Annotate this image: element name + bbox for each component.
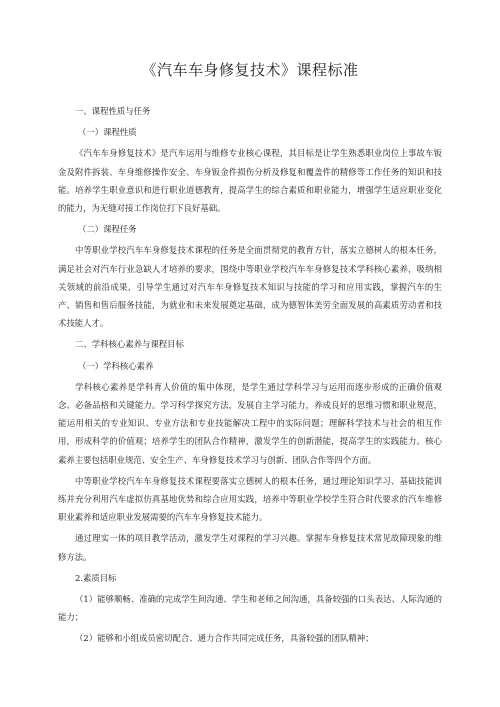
paragraph-course-nature: 《汽车车身修复技术》是汽车运用与维修专业核心课程，其目标是让学生熟悉职业岗位上事故车钣金及附件拆装、车身维修操作安全、车身钣金件损伤分析及修复和覆盖件的精修等工作任务的知识和技能。培养学生职业意识和进行职业道德教育，提高学生的综合素质和职业能力，增强学生适应职业变化的能力，为无缝对接工作岗位打下良好基础。 xyxy=(58,148,442,214)
paragraph-project-teaching: 通过理实一体的项目教学活动，激发学生对课程的学习兴趣。掌握车身修复技术常见故障现象的维修方法。 xyxy=(58,533,442,562)
subsection-heading-core-literacy: （一）学科核心素养 xyxy=(78,360,154,371)
paragraph-course-task: 中等职业学校汽车车身修复技术课程的任务是全面贯彻党的教育方针，落实立德树人的根本任务，满足社会对汽车行业急缺人才培养的要求，围绕中等职业学校汽车车身修复技术学科核心素养，吸纳相关领域的前沿成果，引导学生通过对汽车车身修复技术知识与技能的学习和应用实践，掌握汽车的生产、销售和售后服务技能，为就业和未来发展奠定基础，成为德智体美劳全面发展的高素质劳动者和技术技能人才。 xyxy=(58,245,442,329)
document-title: 《汽车车身修复技术》课程标准 xyxy=(141,61,359,79)
subsection-heading-task: （二）课程任务 xyxy=(78,224,137,235)
goals-heading-quality: 2.素质目标 xyxy=(75,572,117,583)
paragraph-core-literacy: 学科核心素养是学科育人价值的集中体现，是学生通过学科学习与运用而逐步形成的正确价值观念、必备品格和关键能力。学习科学探究方法，发展自主学习能力，养成良好的思维习惯和职业规范，能运用相关的专业知识、专业方法和专业技能解决工程中的实际问题；理解科学技术与社会的相互作用，形成科学的价值观；培养学生的团队合作精神，激发学生的创新潜能，提高学生的实践能力。核心素养主要包括职业规范、安全生产、车身修复技术学习与创新、团队合作等四个方面。 xyxy=(58,381,442,465)
document-body xyxy=(58,102,442,648)
paragraph-course-implementation: 中等职业学校汽车车身修复技术课程要落实立德树人的根本任务，通过理论知识学习、基础技能训练并充分利用汽车虚拟仿真基地优势和综合应用实践，培养中等职业学校学生符合时代要求的汽车维修职业素养和适应职业发展需要的汽车车身修复技术能力。 xyxy=(58,475,442,523)
goal-item-communication: （1）能够顺畅、准确的完成学生间沟通、学生和老师之间沟通，具备较强的口头表达、人际沟通的能力； xyxy=(58,594,442,623)
section-heading-2: 二、学科核心素养与课程目标 xyxy=(75,339,184,350)
goal-item-teamwork: （2）能够和小组成员密切配合、通力合作共同完成任务，具备较强的团队精神； xyxy=(75,633,374,644)
section-heading-1: 一、课程性质与任务 xyxy=(75,106,151,116)
subsection-heading-nature: （一）课程性质 xyxy=(78,127,137,138)
